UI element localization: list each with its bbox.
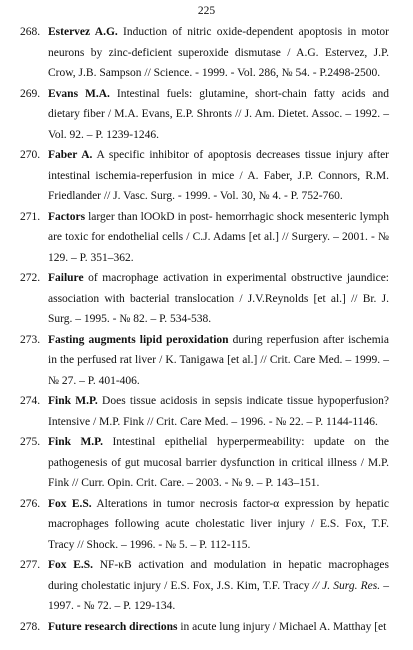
reference-text xyxy=(48,555,389,617)
reference-lead: Fink M.P. xyxy=(48,395,98,407)
reference-text xyxy=(48,330,389,392)
reference-lead: Fox E.S. xyxy=(48,559,94,571)
reference-number: 277. xyxy=(20,559,41,571)
reference-text xyxy=(48,617,389,638)
reference-lead: Factors xyxy=(48,210,86,223)
reference-entry xyxy=(0,617,413,638)
reference-entry xyxy=(0,22,413,84)
reference-entry xyxy=(0,84,413,146)
reference-number: 276. xyxy=(20,497,41,510)
reference-lead: Fasting augments lipid peroxidation xyxy=(48,333,229,346)
reference-number: 271. xyxy=(20,210,41,223)
reference-number: 278. xyxy=(20,620,41,633)
reference-body: during reperfusion after ischemia in the perfused rat liver / K. Tanigawa [et al.] // Crit. Care Med. – 1999. – № 27. – P. 401-406. xyxy=(48,333,389,387)
reference-number: 274. xyxy=(20,395,41,407)
reference-entry xyxy=(0,432,413,494)
reference-entry xyxy=(0,207,413,269)
reference-text xyxy=(48,207,389,269)
reference-entry xyxy=(0,555,413,617)
reference-body: Induction of nitric oxide-dependent apoptosis in motor neurons by zinc-deficient superoxide dismutase / A.G. Estervez, J.P. Crow, J.B. Sampson // Science. - 1999. - Vol. 286, № 54. - P.2498-2500. xyxy=(48,26,389,79)
reference-lead: Fox E.S. xyxy=(48,497,92,510)
reference-lead: Evans M.A. xyxy=(48,87,110,100)
reference-body: of macrophage activation in experimental obstructive jaundice: association with bacterial translocation / J.V.Reynolds [et al.] // Br. J. Surg. – 1995. - № 82. – P. 534-538. xyxy=(48,272,389,325)
journal-title: // J. Surg. Res. xyxy=(312,579,381,592)
reference-body: NF-κB activation and modulation in hepatic macrophages during cholestatic injury / E.S. Fox, J.S. Kim, T.F. Tracy xyxy=(48,559,389,592)
reference-text xyxy=(48,494,389,556)
reference-body: – 1997. - № 72. – P. 129-134. xyxy=(48,579,389,612)
reference-text xyxy=(48,22,389,84)
reference-number: 269. xyxy=(20,87,41,100)
reference-entry xyxy=(0,145,413,207)
reference-number: 268. xyxy=(20,26,41,38)
reference-body: Alterations in tumor necrosis factor-α expression by hepatic macrophages following acute cholestatic liver injury / E.S. Fox, T.F. Tracy // Shock. – 1996. - № 5. – P. 112-115. xyxy=(48,497,390,551)
reference-list xyxy=(0,22,413,637)
reference-body: Does tissue acidosis in sepsis indicate tissue hypoperfusion? Intensive / M.P. Fink // Crit. Care Med. – 1996. - № 22. – P. 1144-1146. xyxy=(48,395,389,428)
reference-text xyxy=(48,145,389,207)
reference-entry xyxy=(0,391,413,432)
reference-lead: Estervez A.G. xyxy=(48,26,118,38)
reference-body: A specific inhibitor of apoptosis decreases tissue injury after intestinal ischemia-reperfusion in mice / A. Faber, J.P. Connors, R.M. Friedlander // J. Vasc. Surg. - 1999. - Vol. 30, № 4. - P. 752-760. xyxy=(48,149,390,202)
page-number: 225 xyxy=(197,5,216,17)
reference-text xyxy=(48,84,389,146)
reference-number: 272. xyxy=(20,272,41,284)
reference-number: 270. xyxy=(20,149,41,161)
reference-entry xyxy=(0,494,413,556)
reference-text xyxy=(48,391,389,432)
reference-number: 273. xyxy=(20,333,41,346)
reference-text xyxy=(48,432,389,494)
reference-text xyxy=(48,268,389,330)
reference-lead: Faber A. xyxy=(48,149,93,161)
reference-entry xyxy=(0,268,413,330)
reference-body: in acute lung injury / Michael A. Matthay [et xyxy=(177,620,387,633)
reference-lead: Failure xyxy=(48,272,84,284)
reference-number: 275. xyxy=(20,436,41,448)
reference-body: larger than lOOkD in post- hemorrhagic shock mesenteric lymph are toxic for endothelial cells / C.J. Adams [et al.] // Surgery. – 2001. - № 129. – P. 351–362. xyxy=(48,210,389,264)
reference-body: Intestinal fuels: glutamine, short-chain fatty acids and dietary fiber / M.A. Evans, E.P. Shronts // J. Am. Dietet. Assoc. – 1992. – Vol. 92. – P. 1239-1246. xyxy=(48,87,390,141)
reference-body: Intestinal epithelial hyperpermeability: update on the pathogenesis of gut mucosal barrier dysfunction in critical illness / M.P. Fink // Curr. Opin. Crit. Care. – 2003. - № 9. – P. 143–151. xyxy=(48,436,389,489)
reference-entry xyxy=(0,330,413,392)
reference-lead: Fink M.P. xyxy=(48,436,104,448)
reference-lead: Future research directions xyxy=(48,620,178,633)
